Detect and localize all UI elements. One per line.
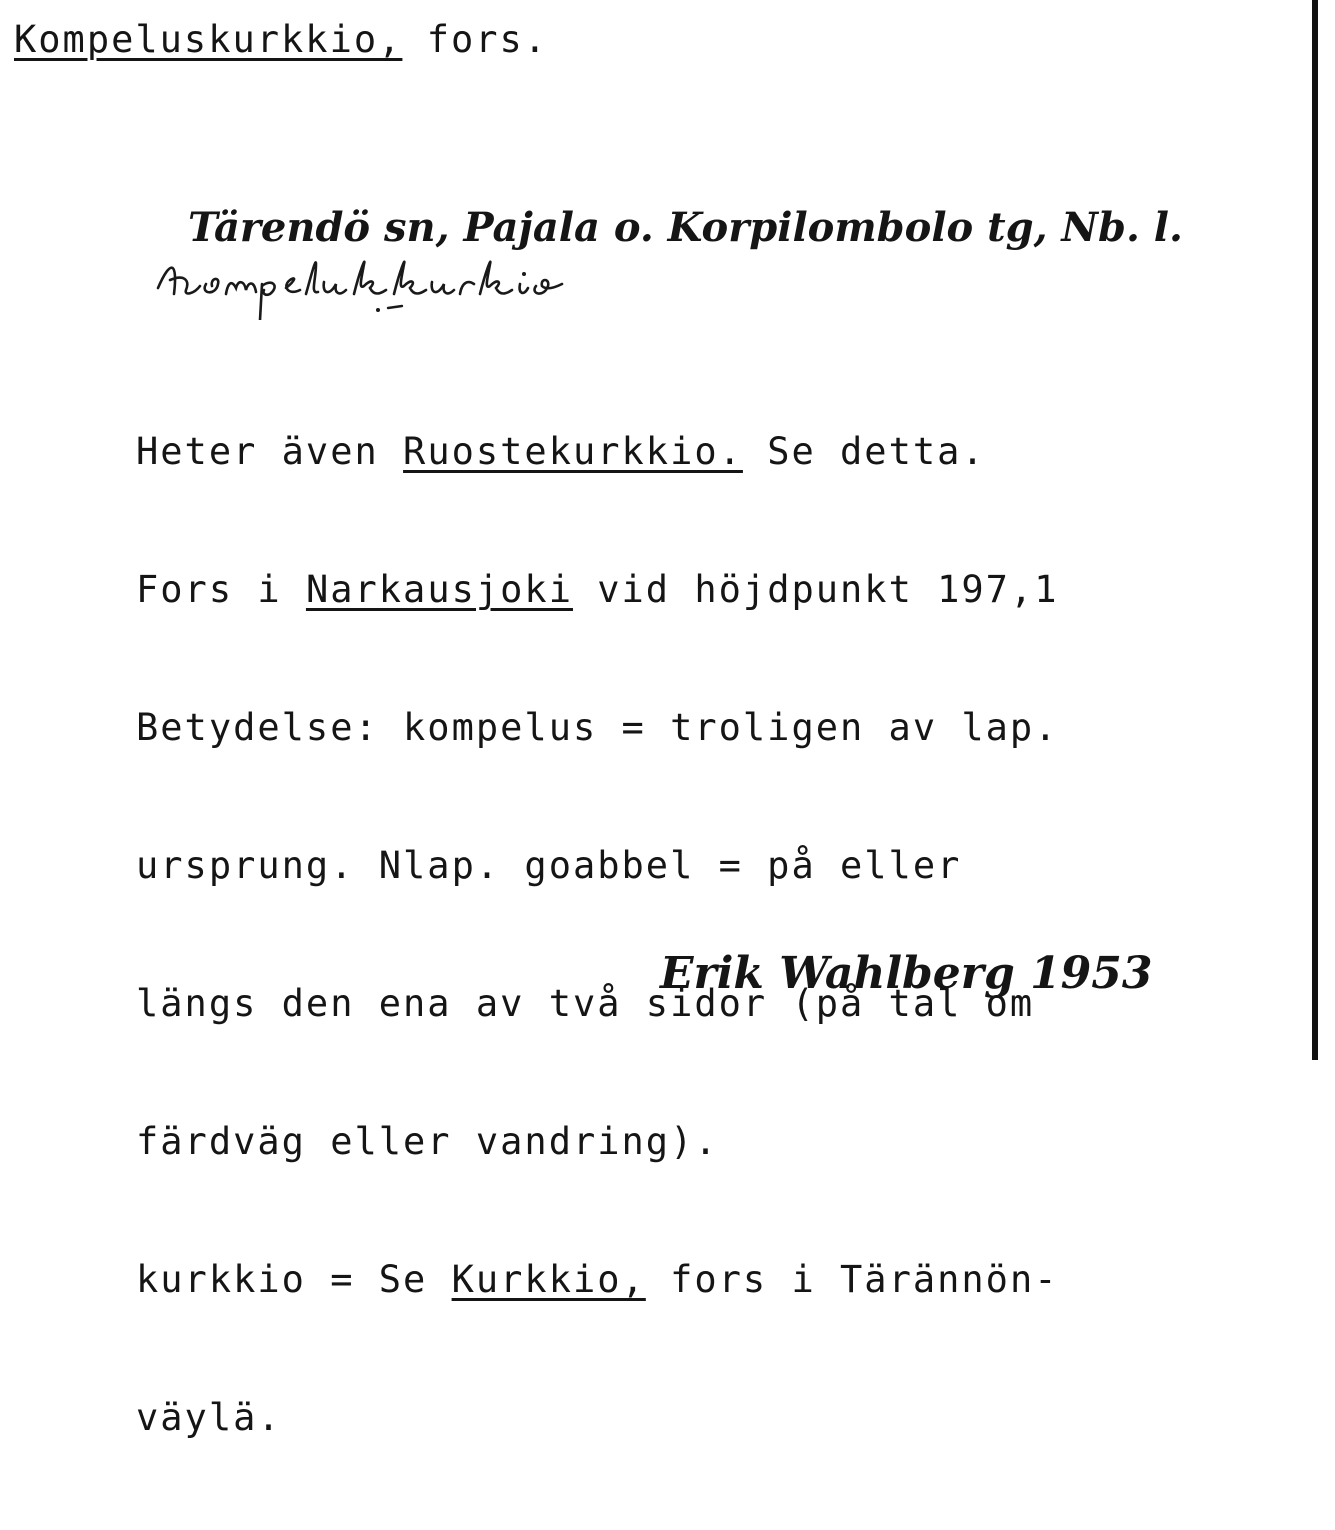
- text-segment: vid höjdpunkt 197,1: [572, 568, 1059, 611]
- card-body: [136, 340, 1059, 1530]
- text-segment: fors i Tärännön-: [645, 1258, 1059, 1301]
- handwriting-icon: [150, 250, 730, 320]
- location-line: Tärendö sn, Pajala o. Korpilombolo tg, Nb. l.: [188, 204, 1183, 251]
- body-line-3: Betydelse: kompelus = troligen av lap.: [136, 706, 1059, 749]
- cross-reference: Ruostekurkkio.: [403, 430, 743, 473]
- body-line-7: [136, 1254, 1059, 1306]
- text-segment: kurkkio = Se: [136, 1258, 452, 1301]
- body-line-2: [136, 564, 1059, 616]
- text-segment: Se detta.: [742, 430, 986, 473]
- body-line-8: väylä.: [136, 1396, 282, 1439]
- body-line-1: [136, 426, 1059, 478]
- signature: Erik Wahlberg 1953: [660, 948, 1153, 999]
- headword-line: [14, 18, 548, 61]
- body-line-5: längs den ena av två sidor (på tal om: [136, 982, 1035, 1025]
- text-segment: Fors i: [136, 568, 306, 611]
- headword-type: fors.: [426, 18, 549, 61]
- headword: Kompeluskurkkio,: [14, 18, 403, 61]
- cross-reference: Narkausjoki: [305, 568, 573, 611]
- text-segment: Heter även: [136, 430, 404, 473]
- body-line-6: färdväg eller vandring).: [136, 1120, 719, 1163]
- card-edge-line: [1312, 0, 1318, 1060]
- handwritten-note: [150, 250, 730, 320]
- body-line-4: ursprung. Nlap. goabbel = på eller: [136, 844, 962, 887]
- cross-reference: Kurkkio,: [451, 1258, 646, 1301]
